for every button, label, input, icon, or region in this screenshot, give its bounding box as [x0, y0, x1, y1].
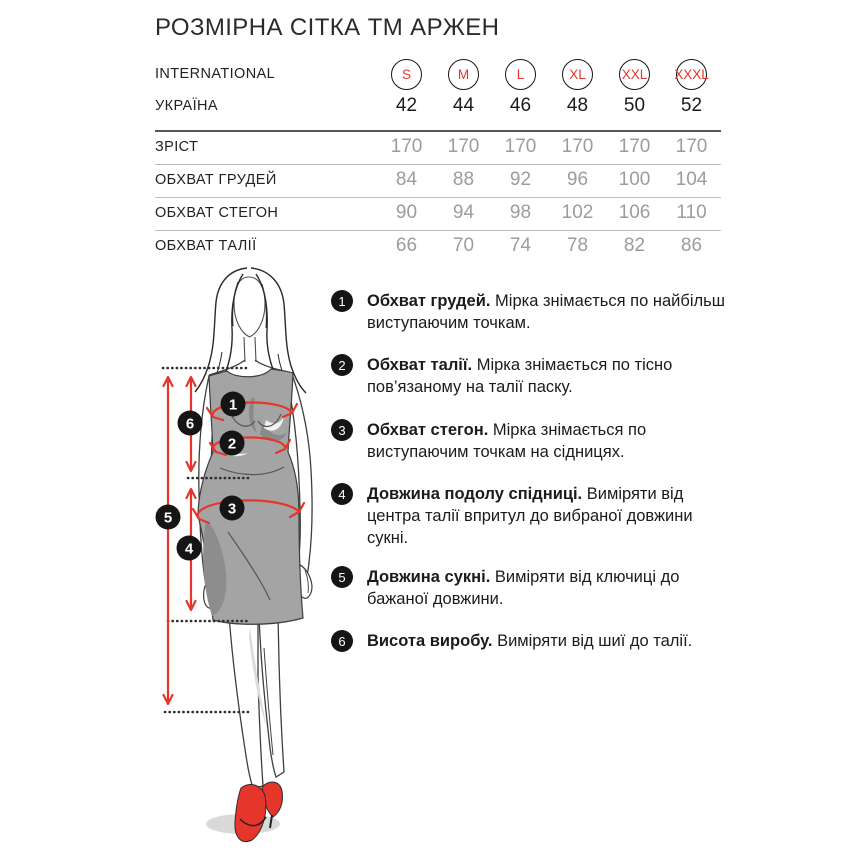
measure-note-3	[331, 419, 733, 463]
table-row-international	[155, 57, 721, 91]
neck	[244, 337, 256, 362]
note-term: Довжина подолу спідниці.	[367, 485, 583, 503]
note-text	[367, 566, 727, 610]
value-cell: 110	[676, 202, 707, 223]
figure-marker-label: 5	[163, 509, 173, 527]
figure-marker-label: 4	[184, 540, 194, 558]
value-cell: 90	[395, 202, 418, 223]
note-number-badge: 2	[331, 354, 353, 376]
size-cell	[378, 59, 435, 90]
value-cell: 98	[509, 202, 532, 223]
row-label: ОБХВАТ СТЕГОН	[155, 205, 279, 221]
value-cell: 170	[390, 135, 423, 157]
size-badge-label: M	[457, 66, 470, 82]
measure-note-2	[331, 354, 733, 398]
value-cell: 78	[566, 235, 589, 256]
value-cell: 102	[561, 202, 594, 223]
value-cell: 100	[618, 169, 651, 190]
size-cell	[435, 59, 492, 90]
figure-marker-label: 6	[185, 415, 195, 433]
page-title: РОЗМІРНА СІТКА ТМ АРЖЕН	[155, 14, 500, 41]
note-text	[367, 630, 727, 652]
value-cells	[378, 202, 721, 224]
note-text	[367, 354, 727, 398]
size-cell: 50	[623, 95, 646, 116]
value-cell: 96	[566, 169, 589, 190]
size-badge-label: L	[516, 66, 525, 82]
value-cells	[378, 169, 721, 191]
value-cell: 66	[395, 235, 418, 256]
value-cell: 86	[680, 235, 703, 256]
note-body: Виміряти від центра талії впритул до вибраної довжини сукні.	[367, 485, 693, 547]
value-cell: 70	[452, 235, 475, 256]
note-text	[367, 483, 727, 549]
value-cell: 170	[447, 135, 480, 157]
note-term: Висота виробу.	[367, 632, 493, 650]
back-leg	[259, 615, 284, 777]
size-badge-xxxl	[676, 59, 707, 90]
note-term: Обхват стегон.	[367, 421, 489, 439]
note-body: Виміряти від шиї до талії.	[497, 632, 693, 650]
value-cell: 170	[618, 135, 651, 157]
size-cell: 48	[566, 95, 589, 116]
measure-note-4	[331, 483, 733, 549]
size-badge-label: XL	[569, 66, 586, 82]
front-leg	[229, 615, 263, 788]
woman-illustration	[195, 268, 312, 842]
note-text	[367, 290, 727, 334]
size-cell	[606, 59, 663, 90]
note-number-badge: 3	[331, 419, 353, 441]
size-badge-xxl	[619, 59, 650, 90]
figure-marker-label: 3	[227, 500, 237, 518]
value-cell: 170	[561, 135, 594, 157]
note-term: Обхват талії.	[367, 356, 473, 374]
face	[234, 277, 265, 337]
figure-marker-label: 1	[228, 396, 238, 414]
size-badge-s	[391, 59, 422, 90]
table-row-ukraine	[155, 93, 721, 119]
value-cell: 94	[452, 202, 475, 223]
note-body: Мірка знімається по найбільш виступаючим точкам.	[367, 292, 725, 332]
value-cell: 170	[675, 135, 708, 157]
measure-note-1	[331, 290, 733, 334]
size-badge-label: XXXL	[674, 66, 709, 82]
size-badge-l	[505, 59, 536, 90]
size-badge-xl	[562, 59, 593, 90]
value-cell: 106	[618, 202, 651, 223]
table-row-chest	[155, 164, 721, 197]
size-cell: 44	[452, 95, 475, 116]
figure-marker-6	[178, 411, 203, 436]
figure-marker-3	[220, 496, 245, 521]
figure-illustration	[140, 265, 340, 850]
row-label-international: INTERNATIONAL	[155, 66, 276, 82]
note-term: Обхват грудей.	[367, 292, 491, 310]
note-number-badge: 4	[331, 483, 353, 505]
figure-marker-5	[156, 505, 181, 530]
value-cell: 88	[452, 169, 475, 190]
value-cell: 74	[509, 235, 532, 256]
international-size-cells	[378, 59, 721, 90]
figure-marker-4	[177, 536, 202, 561]
table-row-height	[155, 130, 721, 163]
value-cell: 170	[504, 135, 537, 157]
note-body: Виміряти від ключиці до бажаної довжини.	[367, 568, 680, 608]
size-cell	[549, 59, 606, 90]
measure-note-6	[331, 630, 733, 652]
size-badge-label: XXL	[621, 66, 648, 82]
front-shoe	[235, 785, 266, 842]
value-cells	[378, 136, 721, 158]
row-label: ЗРІСТ	[155, 138, 199, 155]
figure-marker-1	[221, 392, 246, 417]
table-row-hips	[155, 197, 721, 230]
note-number-badge: 5	[331, 566, 353, 588]
row-label: ОБХВАТ ТАЛІЇ	[155, 238, 257, 254]
size-cell	[492, 59, 549, 90]
figure-marker-label: 2	[227, 435, 237, 453]
note-text	[367, 419, 727, 463]
figure-marker-2	[220, 431, 245, 456]
note-body: Мірка знімається по тісно пов’язаному на талії паску.	[367, 356, 673, 396]
value-cell: 92	[509, 169, 532, 190]
note-number-badge: 1	[331, 290, 353, 312]
value-cells	[378, 235, 721, 257]
dress-length-arrow	[164, 377, 173, 704]
note-term: Довжина сукні.	[367, 568, 491, 586]
table-row-waist	[155, 230, 721, 263]
size-cell: 42	[395, 95, 418, 116]
size-cell: 46	[509, 95, 532, 116]
value-cell: 104	[675, 169, 708, 190]
value-cell: 82	[623, 235, 646, 256]
ukraine-size-cells	[378, 95, 721, 117]
size-cell: 52	[680, 95, 703, 116]
size-badge-label: S	[401, 66, 411, 82]
row-label-ukraine: УКРАЇНА	[155, 98, 219, 114]
size-badge-m	[448, 59, 479, 90]
size-cell	[663, 59, 720, 90]
note-number-badge: 6	[331, 630, 353, 652]
value-cell: 84	[395, 169, 418, 190]
row-label: ОБХВАТ ГРУДЕЙ	[155, 172, 277, 188]
note-body: Мірка знімається по виступаючим точкам на сідницях.	[367, 421, 647, 461]
measure-note-5	[331, 566, 733, 610]
